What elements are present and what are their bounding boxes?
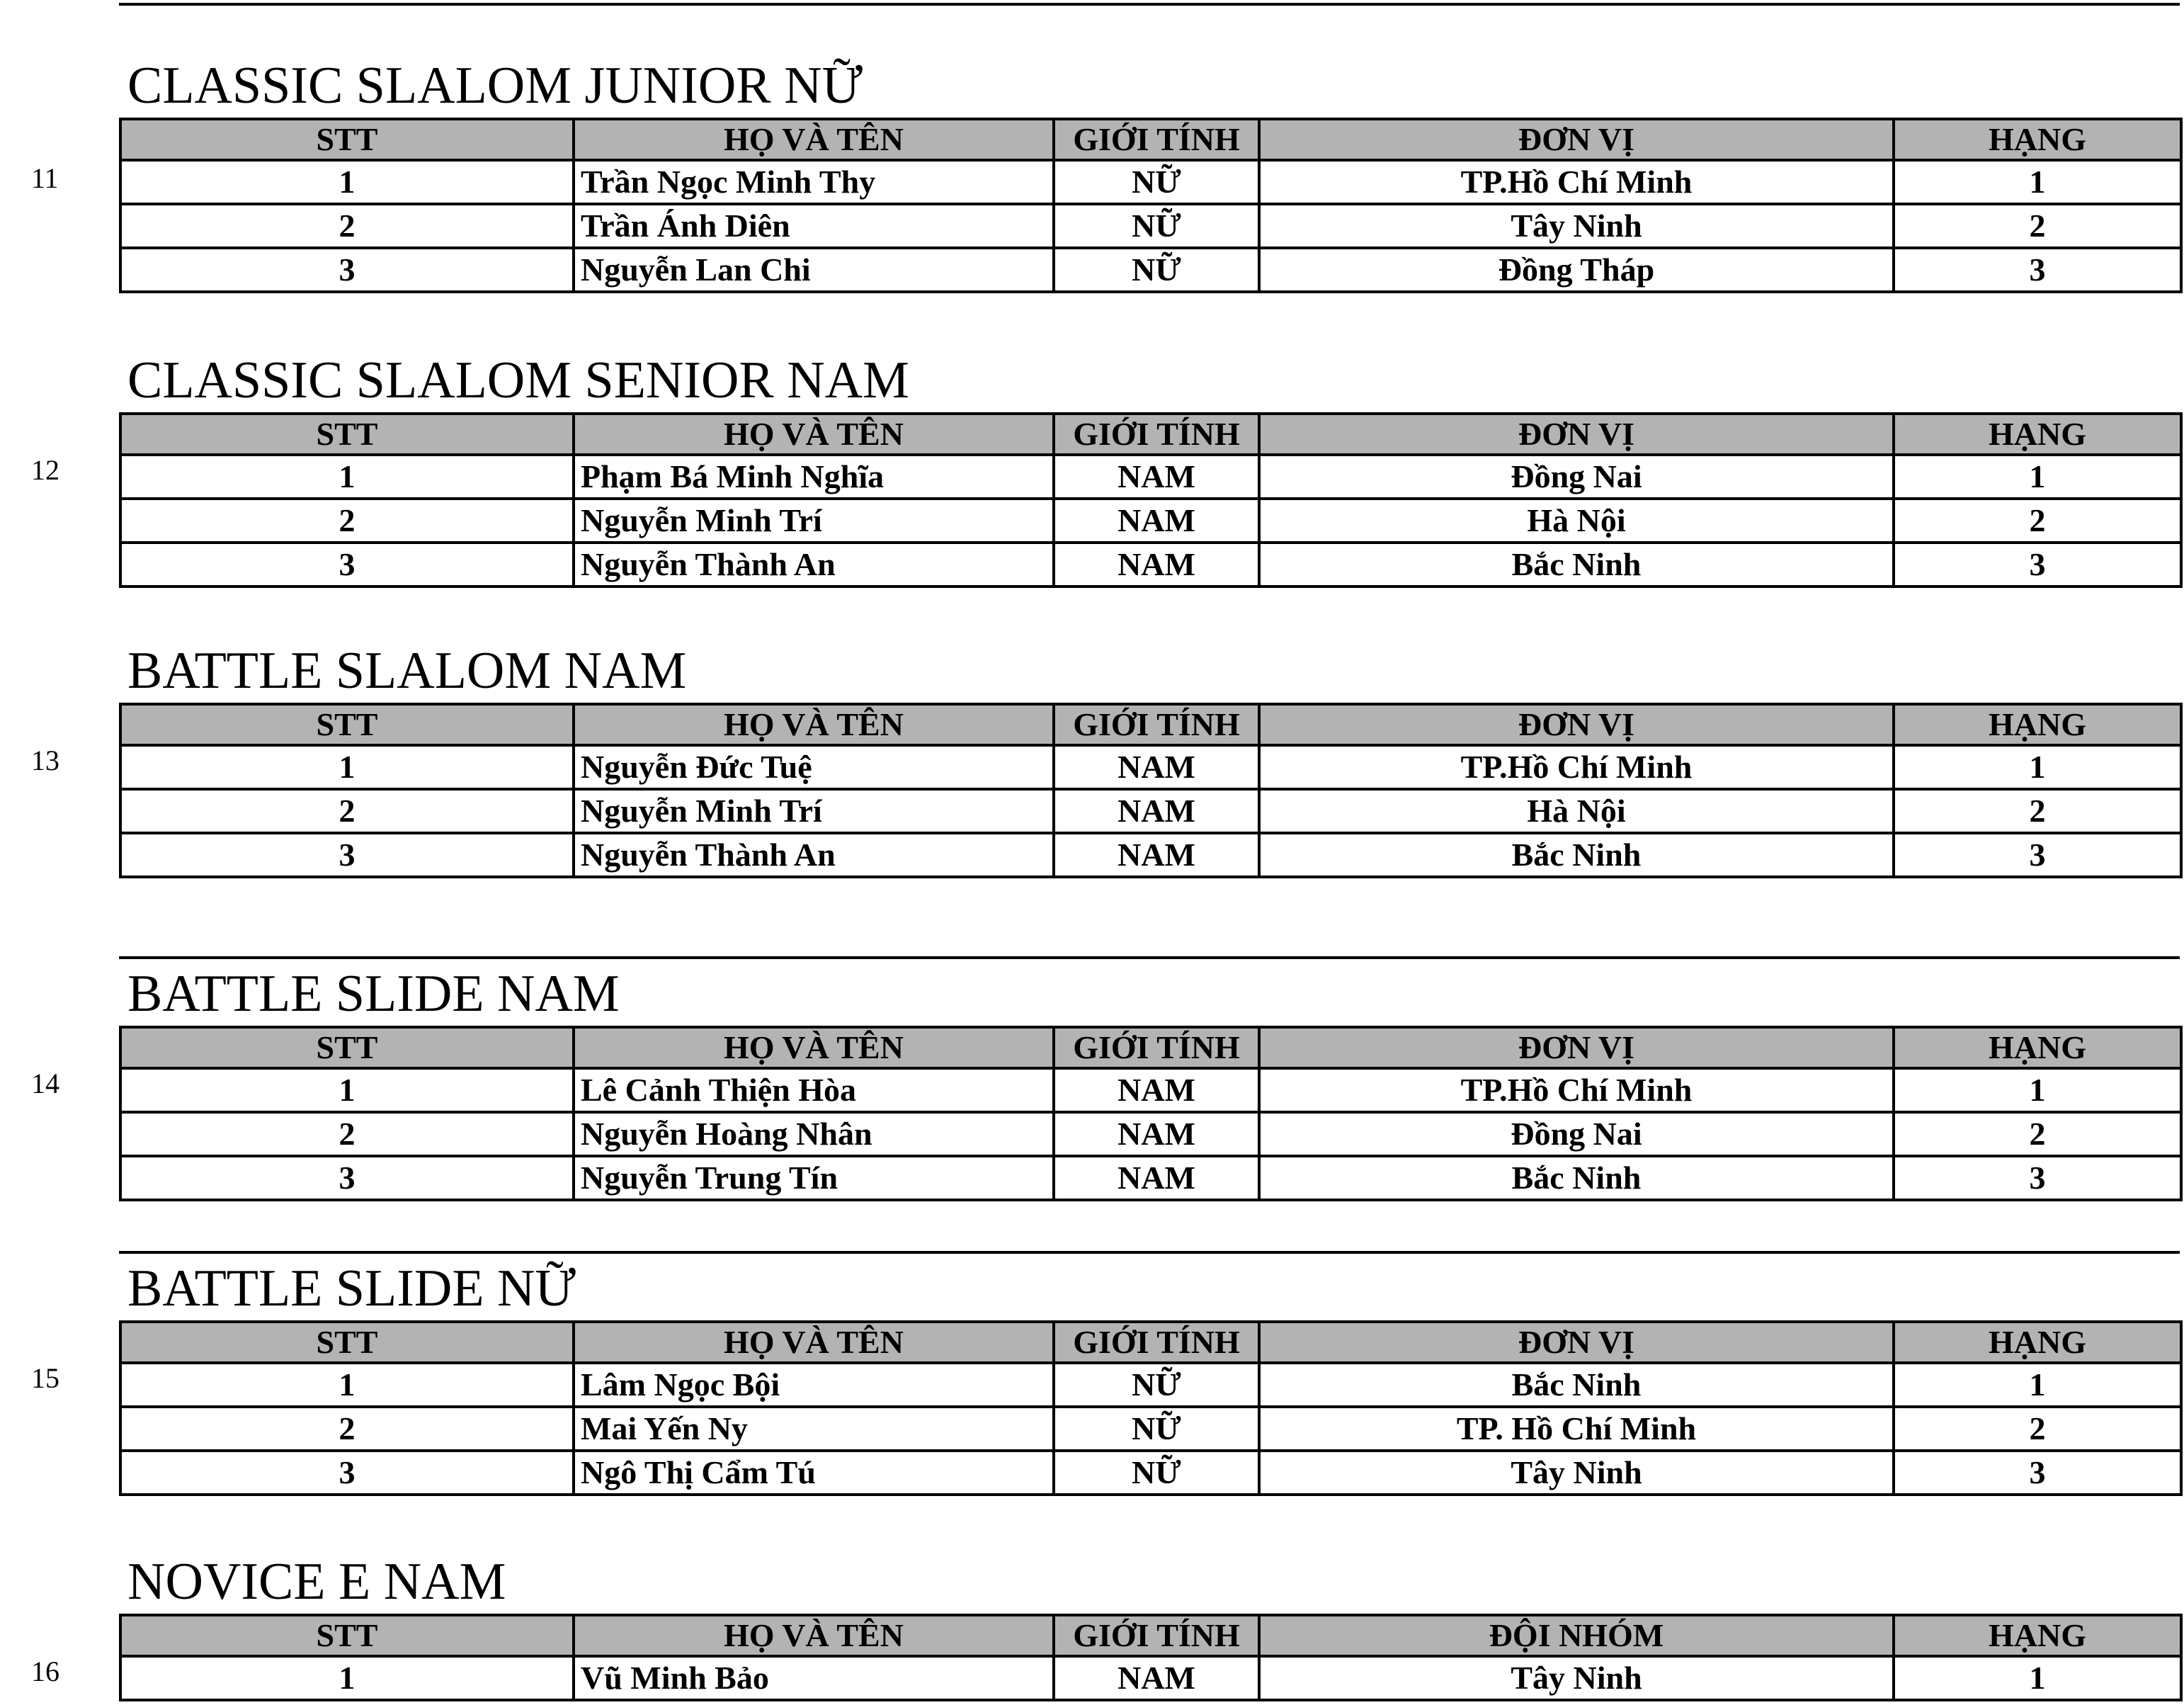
table-row	[120, 1156, 2181, 1200]
results-table	[119, 1614, 2183, 1701]
header-gender: GIỚI TÍNH	[1054, 1322, 1259, 1363]
table-row	[120, 1656, 2181, 1700]
table-row	[120, 543, 2181, 587]
header-name: HỌ VÀ TÊN	[574, 1322, 1054, 1363]
header-stt: STT	[120, 704, 574, 745]
cell-rank: 1	[1894, 1068, 2181, 1112]
section-title: BATTLE SLALOM NAM	[127, 642, 687, 700]
cell-rank: 3	[1894, 1451, 2181, 1495]
cell-rank: 1	[1894, 160, 2181, 204]
cell-unit: Đồng Nai	[1259, 1112, 1894, 1156]
cell-rank: 3	[1894, 543, 2181, 587]
cell-name: Lê Cảnh Thiện Hòa	[574, 1068, 1054, 1112]
cell-rank: 3	[1894, 833, 2181, 877]
row-number: 13	[31, 744, 59, 776]
results-table	[119, 1320, 2183, 1496]
cell-gender: NỮ	[1054, 1363, 1259, 1407]
cell-unit: Bắc Ninh	[1259, 1156, 1894, 1200]
cell-stt: 3	[120, 1156, 574, 1200]
cell-unit: Hà Nội	[1259, 789, 1894, 833]
cell-rank: 3	[1894, 248, 2181, 292]
table-row	[120, 833, 2181, 877]
cell-unit: Tây Ninh	[1259, 204, 1894, 248]
cell-stt: 3	[120, 543, 574, 587]
header-stt: STT	[120, 1027, 574, 1068]
header-gender: GIỚI TÍNH	[1054, 1027, 1259, 1068]
header-stt: STT	[120, 414, 574, 455]
cell-unit: Đồng Nai	[1259, 455, 1894, 499]
cell-name: Mai Yến Ny	[574, 1407, 1054, 1451]
results-table	[119, 703, 2183, 878]
cell-name: Vũ Minh Bảo	[574, 1656, 1054, 1700]
cell-unit: Bắc Ninh	[1259, 833, 1894, 877]
results-table	[119, 412, 2183, 588]
cell-name: Nguyễn Minh Trí	[574, 499, 1054, 543]
cell-gender: NAM	[1054, 543, 1259, 587]
header-rank: HẠNG	[1894, 1322, 2181, 1363]
header-row	[120, 119, 2181, 160]
header-gender: GIỚI TÍNH	[1054, 1615, 1259, 1656]
cell-gender: NAM	[1054, 1112, 1259, 1156]
cell-rank: 1	[1894, 455, 2181, 499]
cell-gender: NỮ	[1054, 1407, 1259, 1451]
table-row	[120, 1407, 2181, 1451]
cell-name: Phạm Bá Minh Nghĩa	[574, 455, 1054, 499]
table-row	[120, 1068, 2181, 1112]
cell-gender: NỮ	[1054, 248, 1259, 292]
table-row	[120, 745, 2181, 789]
cell-rank: 2	[1894, 1407, 2181, 1451]
cell-unit: Bắc Ninh	[1259, 1363, 1894, 1407]
header-rank: HẠNG	[1894, 1615, 2181, 1656]
cell-rank: 2	[1894, 204, 2181, 248]
header-name: HỌ VÀ TÊN	[574, 704, 1054, 745]
header-unit: ĐƠN VỊ	[1259, 1322, 1894, 1363]
header-unit: ĐƠN VỊ	[1259, 119, 1894, 160]
cell-name: Nguyễn Hoàng Nhân	[574, 1112, 1054, 1156]
cell-rank: 1	[1894, 1656, 2181, 1700]
cell-rank: 1	[1894, 745, 2181, 789]
row-number: 12	[31, 454, 59, 486]
table-row	[120, 1363, 2181, 1407]
cell-name: Nguyễn Trung Tín	[574, 1156, 1054, 1200]
table-row	[120, 160, 2181, 204]
header-rank: HẠNG	[1894, 704, 2181, 745]
section-title: BATTLE SLIDE NAM	[127, 965, 620, 1023]
cell-unit: TP.Hồ Chí Minh	[1259, 745, 1894, 789]
cell-rank: 2	[1894, 499, 2181, 543]
cell-unit: Hà Nội	[1259, 499, 1894, 543]
cell-gender: NAM	[1054, 455, 1259, 499]
cell-unit: Tây Ninh	[1259, 1451, 1894, 1495]
table-row	[120, 204, 2181, 248]
cell-name: Nguyễn Thành An	[574, 543, 1054, 587]
header-rank: HẠNG	[1894, 119, 2181, 160]
cell-rank: 1	[1894, 1363, 2181, 1407]
header-row	[120, 1615, 2181, 1656]
header-gender: GIỚI TÍNH	[1054, 414, 1259, 455]
cell-gender: NAM	[1054, 789, 1259, 833]
row-number: 11	[31, 162, 59, 194]
table-row	[120, 248, 2181, 292]
table-row	[120, 499, 2181, 543]
cell-stt: 2	[120, 1407, 574, 1451]
row-number: 14	[31, 1067, 59, 1099]
header-rank: HẠNG	[1894, 414, 2181, 455]
cell-stt: 3	[120, 1451, 574, 1495]
cell-stt: 3	[120, 248, 574, 292]
header-row	[120, 1322, 2181, 1363]
header-row	[120, 414, 2181, 455]
cell-stt: 1	[120, 160, 574, 204]
header-name: HỌ VÀ TÊN	[574, 119, 1054, 160]
header-gender: GIỚI TÍNH	[1054, 119, 1259, 160]
header-stt: STT	[120, 1615, 574, 1656]
section-title: CLASSIC SLALOM JUNIOR NỮ	[127, 57, 863, 115]
header-name: HỌ VÀ TÊN	[574, 1615, 1054, 1656]
header-unit: ĐƠN VỊ	[1259, 414, 1894, 455]
section-divider	[119, 956, 2180, 959]
cell-rank: 3	[1894, 1156, 2181, 1200]
cell-gender: NAM	[1054, 499, 1259, 543]
cell-unit: TP.Hồ Chí Minh	[1259, 1068, 1894, 1112]
cell-name: Trần Ngọc Minh Thy	[574, 160, 1054, 204]
cell-gender: NAM	[1054, 745, 1259, 789]
table-row	[120, 1451, 2181, 1495]
cell-stt: 3	[120, 833, 574, 877]
cell-unit: TP. Hồ Chí Minh	[1259, 1407, 1894, 1451]
cell-gender: NỮ	[1054, 1451, 1259, 1495]
cell-gender: NỮ	[1054, 160, 1259, 204]
section-title: NOVICE E NAM	[127, 1553, 506, 1611]
header-rank: HẠNG	[1894, 1027, 2181, 1068]
cell-name: Nguyễn Lan Chi	[574, 248, 1054, 292]
cell-unit: Đồng Tháp	[1259, 248, 1894, 292]
table-row	[120, 455, 2181, 499]
cell-unit: Bắc Ninh	[1259, 543, 1894, 587]
header-row	[120, 1027, 2181, 1068]
cell-gender: NAM	[1054, 1068, 1259, 1112]
row-number: 16	[31, 1655, 59, 1687]
header-stt: STT	[120, 1322, 574, 1363]
cell-name: Lâm Ngọc Bội	[574, 1363, 1054, 1407]
results-table	[119, 118, 2183, 293]
cell-gender: NAM	[1054, 1656, 1259, 1700]
top-divider	[119, 3, 2180, 6]
header-stt: STT	[120, 119, 574, 160]
header-name: HỌ VÀ TÊN	[574, 414, 1054, 455]
header-unit: ĐƠN VỊ	[1259, 704, 1894, 745]
cell-stt: 1	[120, 1068, 574, 1112]
section-divider	[119, 1251, 2180, 1254]
cell-rank: 2	[1894, 1112, 2181, 1156]
header-row	[120, 704, 2181, 745]
section-title: BATTLE SLIDE NỮ	[127, 1259, 576, 1318]
cell-gender: NỮ	[1054, 204, 1259, 248]
cell-unit: TP.Hồ Chí Minh	[1259, 160, 1894, 204]
cell-stt: 1	[120, 455, 574, 499]
table-row	[120, 789, 2181, 833]
header-gender: GIỚI TÍNH	[1054, 704, 1259, 745]
row-number: 15	[31, 1362, 59, 1394]
section-title: CLASSIC SLALOM SENIOR NAM	[127, 351, 909, 409]
cell-stt: 2	[120, 499, 574, 543]
cell-stt: 2	[120, 204, 574, 248]
cell-name: Nguyễn Minh Trí	[574, 789, 1054, 833]
cell-stt: 2	[120, 1112, 574, 1156]
cell-rank: 2	[1894, 789, 2181, 833]
cell-gender: NAM	[1054, 1156, 1259, 1200]
cell-gender: NAM	[1054, 833, 1259, 877]
header-team: ĐỘI NHÓM	[1259, 1615, 1894, 1656]
header-unit: ĐƠN VỊ	[1259, 1027, 1894, 1068]
header-name: HỌ VÀ TÊN	[574, 1027, 1054, 1068]
cell-name: Trần Ánh Diên	[574, 204, 1054, 248]
cell-stt: 1	[120, 745, 574, 789]
cell-stt: 1	[120, 1656, 574, 1700]
cell-name: Nguyễn Thành An	[574, 833, 1054, 877]
cell-stt: 1	[120, 1363, 574, 1407]
cell-name: Nguyễn Đức Tuệ	[574, 745, 1054, 789]
cell-stt: 2	[120, 789, 574, 833]
table-row	[120, 1112, 2181, 1156]
cell-name: Ngô Thị Cẩm Tú	[574, 1451, 1054, 1495]
cell-team: Tây Ninh	[1259, 1656, 1894, 1700]
results-table	[119, 1026, 2183, 1201]
